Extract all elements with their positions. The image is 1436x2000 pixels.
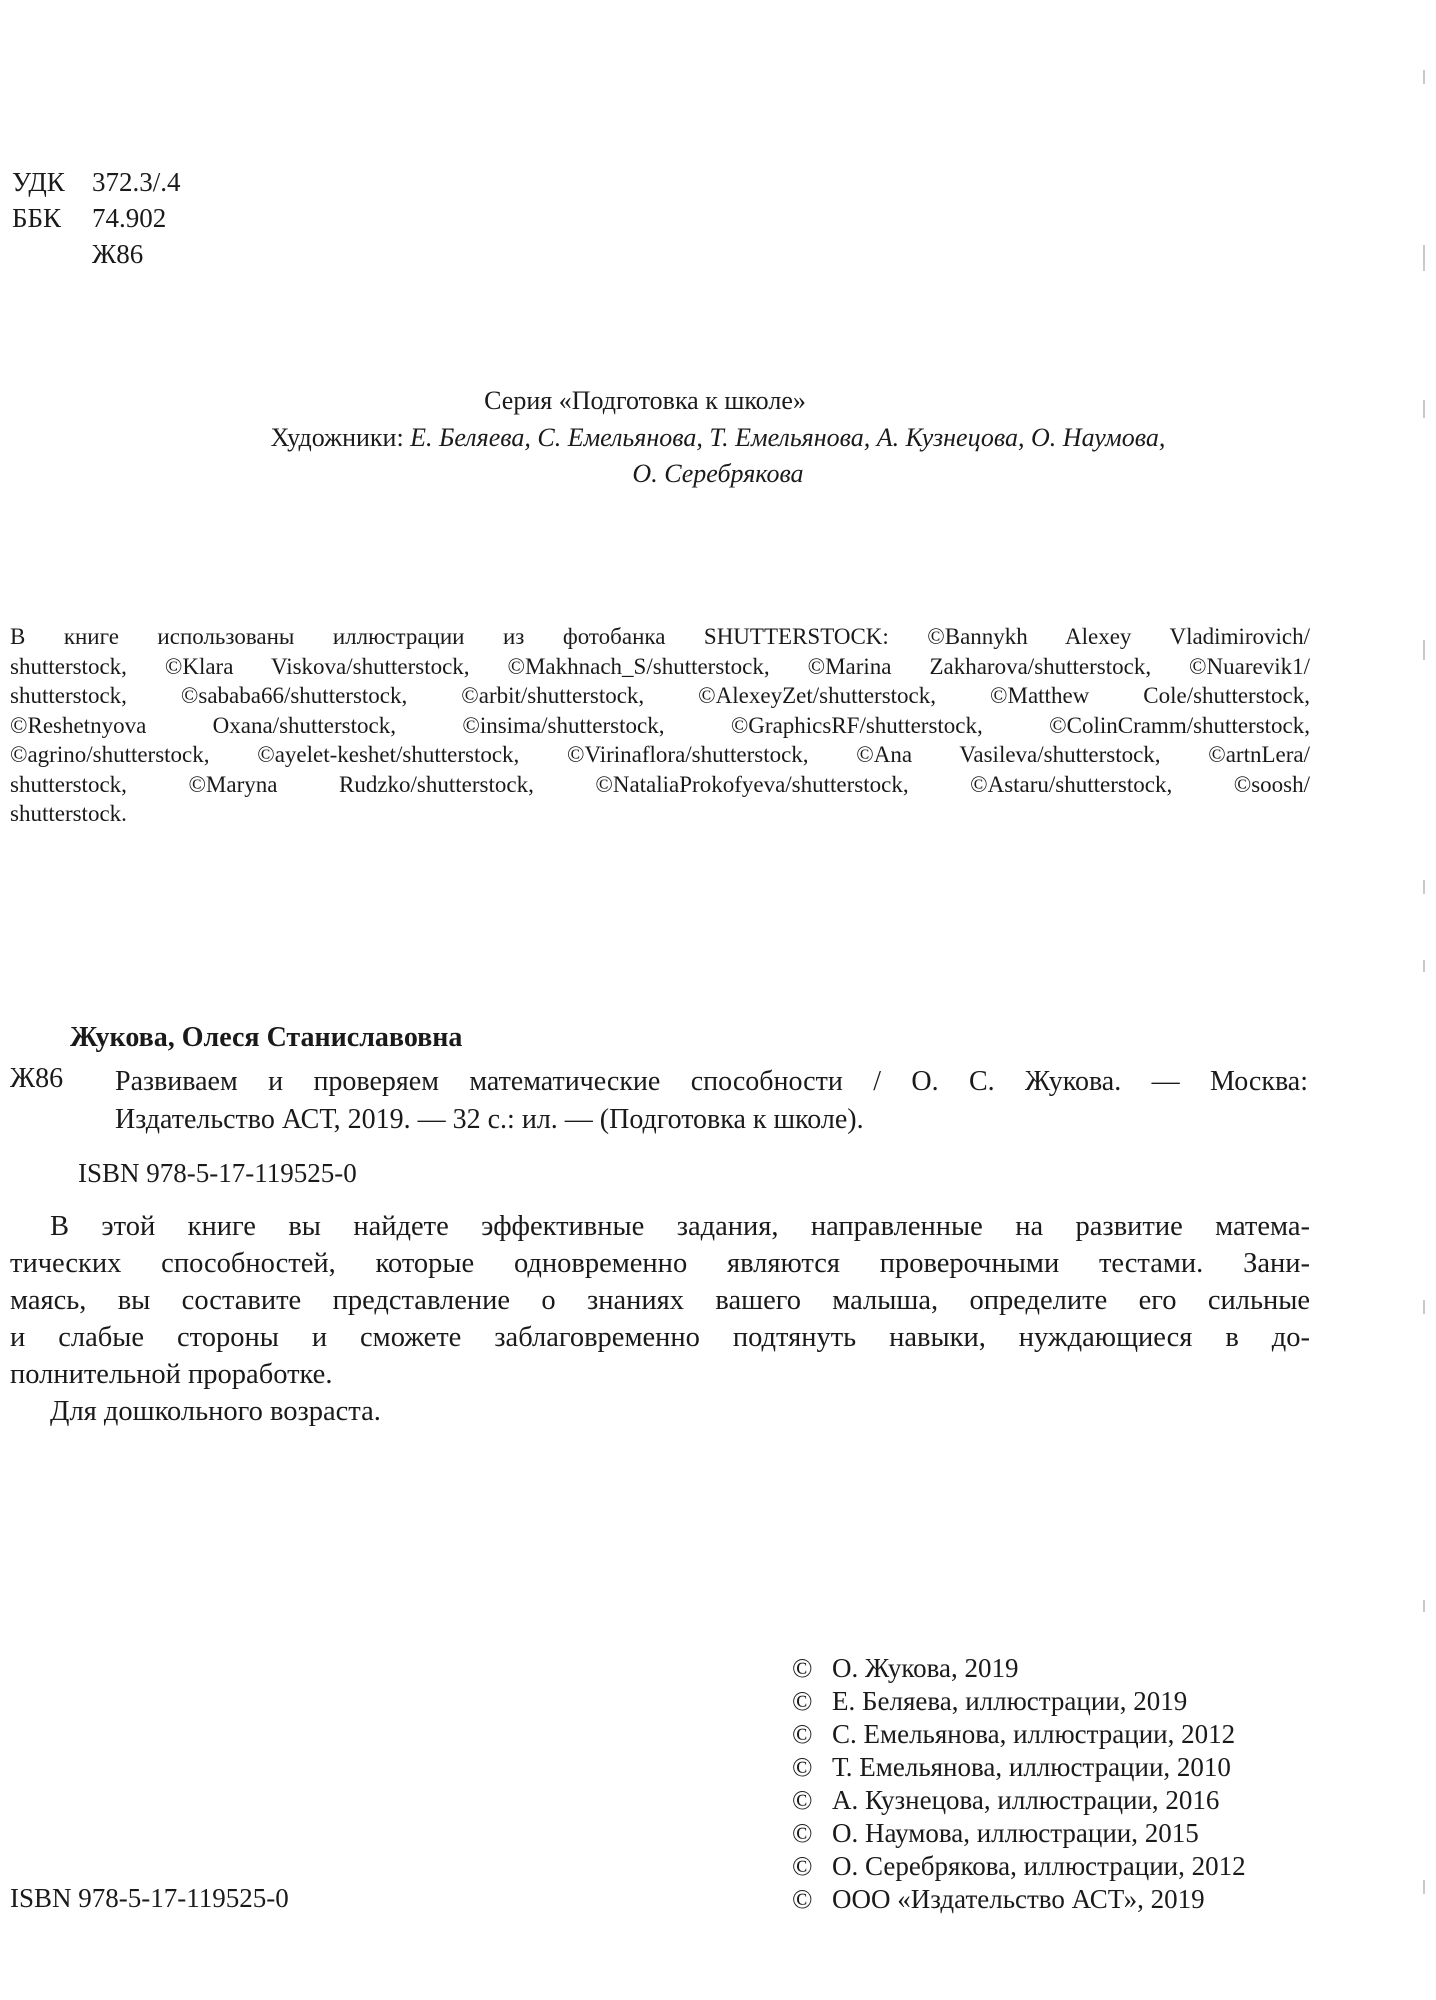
author-mark-row <box>12 236 181 272</box>
udk-label: УДК <box>12 167 65 197</box>
artists-names-1: Е. Беляева, С. Емельянова, Т. Емельянова, А. Кузнецова, О. Наумова, <box>410 423 1166 452</box>
edge-mark <box>1423 245 1425 271</box>
udk-value: 372.3/.4 <box>92 167 181 197</box>
copyright-item: © А. Кузнецова, иллюстрации, 2016 <box>792 1785 1220 1815</box>
copyright-symbol: © <box>792 1686 813 1716</box>
copyright-item: © Е. Беляева, иллюстрации, 2019 <box>792 1686 1188 1716</box>
artists-block <box>0 420 1436 492</box>
author-mark: Ж86 <box>92 239 144 269</box>
edge-mark <box>1423 1600 1425 1612</box>
copyright-symbol: © <box>792 1884 813 1914</box>
credits-last-line: shutterstock. <box>10 801 127 826</box>
copyright-list <box>792 1652 1246 1916</box>
copyright-symbol: © <box>792 1785 813 1815</box>
bib-code: Ж86 <box>10 1063 64 1094</box>
copyright-item: © С. Емельянова, иллюстрации, 2012 <box>792 1719 1236 1749</box>
bib-isbn: ISBN 978-5-17-119525-0 <box>78 1158 357 1188</box>
artists-label: Художники: <box>270 423 404 452</box>
bib-line-1: Развиваем и проверяем математические способности / О. С. Жукова. — Москва: <box>115 1066 1308 1097</box>
udk-row <box>12 164 181 200</box>
copyright-item: © О. Серебрякова, иллюстрации, 2012 <box>792 1851 1246 1881</box>
copyright-symbol: © <box>792 1719 813 1749</box>
edge-mark <box>1423 1880 1425 1894</box>
annotation <box>10 1208 1310 1430</box>
bib-description <box>115 1063 1308 1139</box>
annotation-line: В этой книге вы найдете эффективные задания, направленные на развитие матема- <box>50 1211 1310 1242</box>
credits-line: shutterstock, ©sababa66/shutterstock, ©arbit/shutterstock, ©AlexeyZet/shutterstock, ©Matthew Cole/shutterstock, <box>10 683 1310 708</box>
author-name: Жукова, Олеся Станиславовна <box>70 1022 463 1053</box>
edge-mark <box>1423 960 1425 972</box>
credits-line: shutterstock, ©Maryna Rudzko/shutterstock, ©NataliaProkofyeva/shutterstock, ©Astaru/shutterstock, ©soosh/ <box>10 771 1310 797</box>
credits-line: shutterstock, ©Klara Viskova/shutterstock, ©Makhnach_S/shutterstock, ©Marina Zakharova/shutterstock, ©Nuarevik1/ <box>10 653 1310 679</box>
copyright-symbol: © <box>792 1653 813 1683</box>
series-title: Серия «Подготовка к школе» <box>484 386 806 415</box>
copyright-item: © О. Наумова, иллюстрации, 2015 <box>792 1818 1199 1848</box>
edge-mark <box>1423 400 1425 418</box>
copyright-symbol: © <box>792 1752 813 1782</box>
classification-codes <box>12 164 181 272</box>
copyright-item: © ООО «Издательство АСТ», 2019 <box>792 1884 1205 1914</box>
photo-credits <box>10 622 1310 829</box>
bbk-label: ББК <box>12 203 62 233</box>
credits-line: ©agrino/shutterstock, ©ayelet-keshet/shutterstock, ©Virinaflora/shutterstock, ©Ana Vasileva/shutterstock, ©artnLera/ <box>10 742 1310 767</box>
bbk-value: 74.902 <box>92 203 167 233</box>
copyright-symbol: © <box>792 1818 813 1848</box>
edge-mark <box>1423 880 1425 894</box>
credits-line: В книге использованы иллюстрации из фотобанка SHUTTERSTOCK: ©Bannykh Alexey Vladimirovich/ <box>10 624 1310 649</box>
copyright-item: © Т. Емельянова, иллюстрации, 2010 <box>792 1752 1231 1782</box>
artists-line-1 <box>0 420 1436 456</box>
bbk-row <box>12 200 181 236</box>
edge-mark <box>1423 1300 1425 1314</box>
annotation-line: маясь, вы составите представление о знаниях вашего малыша, определите его сильные <box>10 1285 1310 1316</box>
edge-mark <box>1423 70 1425 84</box>
edge-mark <box>1423 640 1425 660</box>
annotation-last-line: полнительной проработке. <box>10 1359 333 1390</box>
credits-line: ©Reshetnyova Oxana/shutterstock, ©insima/shutterstock, ©GraphicsRF/shutterstock, ©ColinCramm/shutterstock, <box>10 712 1310 738</box>
annotation-line: и слабые стороны и сможете заблаговременно подтянуть навыки, нуждающиеся в до- <box>10 1322 1310 1353</box>
copyright-symbol: © <box>792 1851 813 1881</box>
copyright-item: © О. Жукова, 2019 <box>792 1653 1019 1683</box>
age-note: Для дошкольного возраста. <box>50 1396 381 1427</box>
artists-names-2: О. Серебрякова <box>632 459 804 488</box>
bib-line-2: Издательство АСТ, 2019. — 32 с.: ил. — (Подготовка к школе). <box>115 1104 864 1135</box>
footer-isbn: ISBN 978-5-17-119525-0 <box>10 1883 289 1913</box>
annotation-line: тических способностей, которые одновременно являются проверочными тестами. Зани- <box>10 1248 1310 1279</box>
